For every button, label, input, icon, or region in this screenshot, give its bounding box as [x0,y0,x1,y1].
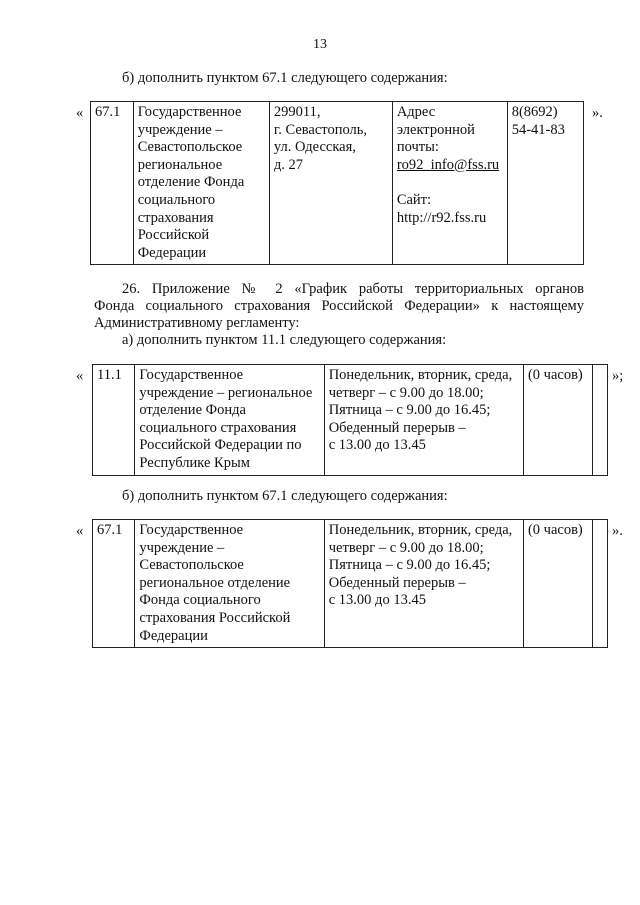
close-quote: ». [612,523,623,539]
table-67-1-schedule [92,519,608,648]
item-26-line2: Фонда социального страхования Российской Федерации» к настоящему [94,298,584,314]
table-row [93,365,608,476]
page-number: 13 [313,37,327,52]
org-contacts: Адрес электронной почты: ro92_info@fss.ru Сайт: http://r92.fss.ru [392,102,507,265]
open-quote: « [76,368,84,384]
close-quote: ». [592,105,603,121]
org-address: 299011, г. Севастополь, ул. Одесская, д. 27 [269,102,392,265]
section-a-heading: а) дополнить пунктом 11.1 следующего содержания: [122,332,447,348]
table-67-1-address [90,101,584,265]
work-schedule: Понедельник, вторник, среда, четверг – с 9.00 до 18.00; Пятница – с 9.00 до 16.45; Обеденный перерыв – с 13.00 до 13.45 [324,365,523,476]
item-26-line3: Административному регламенту: [94,315,300,331]
table-row [91,102,584,265]
item-number: 67.1 [91,102,134,265]
empty-cell [593,365,608,476]
work-schedule: Понедельник, вторник, среда, четверг – с 9.00 до 18.00; Пятница – с 9.00 до 16.45; Обеденный перерыв – с 13.00 до 13.45 [324,520,523,648]
close-quote: »; [612,368,624,384]
table-11-1-schedule [92,364,608,476]
org-name: Государственное учреждение – региональное отделение Фонда социального страхования Российской Федерации по Республике Крым [135,365,324,476]
section-b2-heading: б) дополнить пунктом 67.1 следующего содержания: [122,488,448,504]
site-link[interactable]: http://r92.fss.ru [396,209,487,226]
email-link[interactable]: ro92_info@fss.ru [396,156,500,173]
empty-cell [593,520,608,648]
item-number: 67.1 [93,520,135,648]
item-number: 11.1 [93,365,135,476]
open-quote: « [76,105,84,121]
open-quote: « [76,523,84,539]
section-b1-heading: б) дополнить пунктом 67.1 следующего содержания: [122,70,448,86]
time-offset: (0 часов) [523,365,592,476]
time-offset: (0 часов) [523,520,592,648]
org-phone: 8(8692) 54-41-83 [507,102,583,265]
table-row [93,520,608,648]
org-name: Государственное учреждение – Севастопольское региональное отделение Фонда социального страхования Российской Федерации [135,520,324,648]
org-name: Государственное учреждение – Севастопольское региональное отделение Фонда социального страхования Российской Федерации [133,102,269,265]
item-26-line1: 26. Приложение № 2 «График работы территориальных органов [122,281,584,297]
